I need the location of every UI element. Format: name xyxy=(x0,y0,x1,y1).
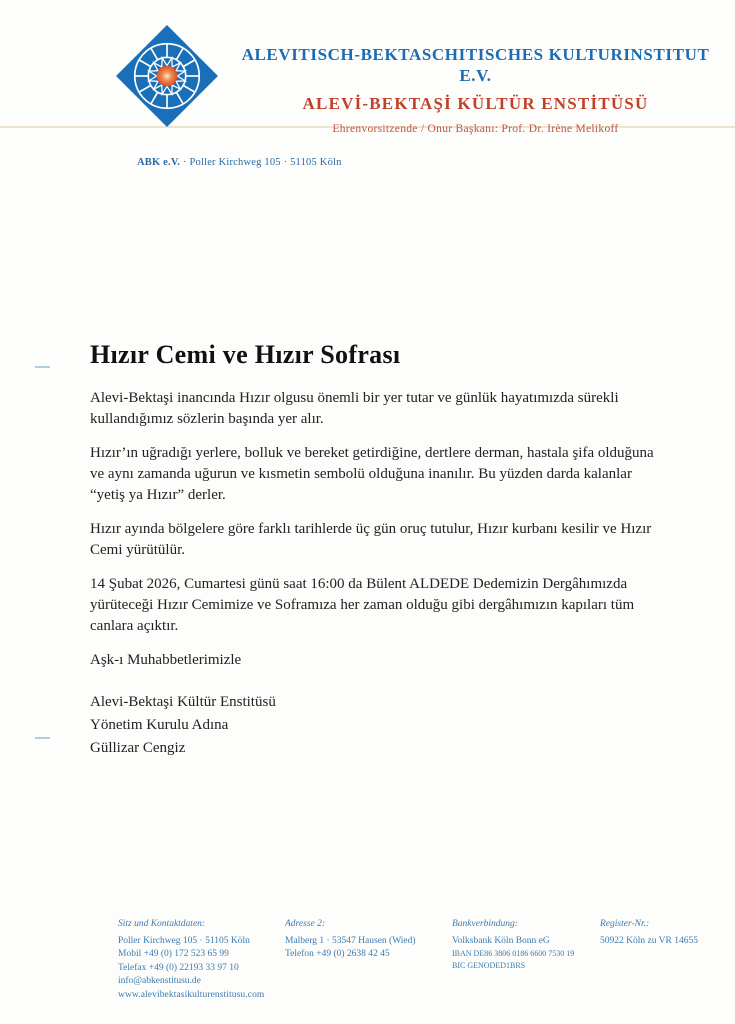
paragraph-belief: Hızır’ın uğradığı yerlere, bolluk ve bereket getirdiğine, dertlere derman, hastala şifa olduğuna ve aynı zamanda uğurun ve kısmetin sembolü olduğuna inanılır. Bu yüzden darda kalanlar “yetiş ya Hızır” derler. xyxy=(90,445,654,503)
footer-bank-column xyxy=(452,918,602,971)
org-name-turkish: ALEVİ-BEKTAŞİ KÜLTÜR ENSTİTÜSÜ xyxy=(302,93,649,113)
signature-name: Güllizar Cengiz xyxy=(90,740,186,756)
paragraph-tradition: Hızır ayında bölgelere göre farklı tarihlerde üç gün oruç tutulur, Hızır kurbanı kesilir ve Hızır Cemi yürütülür. xyxy=(90,521,652,558)
footer-bank-bic: BIC GENODED1BRS xyxy=(452,960,526,970)
footer-register-column xyxy=(600,918,730,948)
footer-contact-column xyxy=(118,918,288,1002)
sender-street-city: · Poller Kirchweg 105 · 51105 Köln xyxy=(180,157,342,168)
footer-bank-heading: Bankverbindung: xyxy=(452,919,518,929)
footer-address2-phone: Telefon +49 (0) 2638 42 45 xyxy=(285,949,390,959)
institute-logo-icon xyxy=(115,24,219,128)
footer-contact-website: www.alevibektasikulturenstitusu.com xyxy=(118,989,265,1000)
footer-contact-email: info@abkenstitusu.de xyxy=(118,976,201,986)
footer-address2-column xyxy=(285,918,455,962)
paragraph-invitation: 14 Şubat 2026, Cumartesi günü saat 16:00 da Bülent ALDEDE Dedemizin Dergâhımızda yürüteceği Hızır Cemimize ve Soframıza her zaman olduğu gibi dergâhımızın kapıları tüm canlara açıktır. xyxy=(90,576,635,634)
signature-role: Yönetim Kurulu Adına xyxy=(90,717,229,733)
footer-contact-telefax: Telefax +49 (0) 22193 33 97 10 xyxy=(118,962,239,973)
footer-register-heading: Register-Nr.: xyxy=(600,919,650,929)
footer-bank-iban: IBAN DE86 3806 0186 6600 7530 19 xyxy=(452,949,575,958)
letterhead xyxy=(224,44,727,135)
footer-bank-name: Volksbank Köln Bonn eG xyxy=(452,935,550,946)
sender-abbreviation: ABK e.V. xyxy=(137,157,181,168)
org-name-german: ALEVITISCH-BEKTASCHITISCHES KULTURINSTITUT E.V. xyxy=(241,45,710,86)
fold-mark-bottom xyxy=(35,737,50,739)
footer-register-number: 50922 Köln zu VR 14655 xyxy=(600,935,698,946)
fold-mark-top xyxy=(35,366,50,368)
letter-body xyxy=(90,340,665,760)
honorary-chair-line: Ehrenvorsitzende / Onur Başkanı: Prof. Dr. Irène Melikoff xyxy=(332,122,619,135)
footer-contact-mobile: Mobil +49 (0) 172 523 65 99 xyxy=(118,949,229,959)
sender-address-line xyxy=(137,157,342,168)
signature-block xyxy=(90,691,665,760)
footer-address2-heading: Adresse 2: xyxy=(285,919,326,929)
letter-title: Hızır Cemi ve Hızır Sofrası xyxy=(90,340,401,369)
paragraph-intro: Alevi-Bektaşi inancında Hızır olgusu önemli bir yer tutar ve günlük hayatımızda sürekli kullandığımız sözlerin başında yer alır. xyxy=(90,390,619,427)
closing-line: Aşk-ı Muhabbetlerimizle xyxy=(90,652,242,668)
signature-organization: Alevi-Bektaşi Kültür Enstitüsü xyxy=(90,694,276,710)
footer-address2-street: Malberg 1 · 53547 Hausen (Wied) xyxy=(285,935,416,946)
footer-contact-heading: Sitz und Kontaktdaten: xyxy=(118,919,206,929)
footer-contact-address: Poller Kirchweg 105 · 51105 Köln xyxy=(118,935,250,946)
